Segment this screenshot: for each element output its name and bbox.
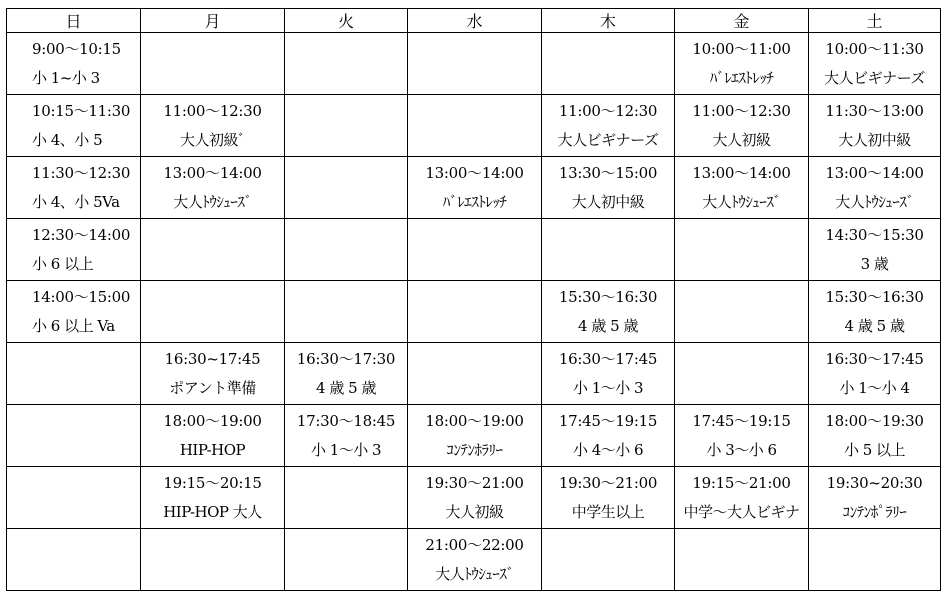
schedule-cell-fri: [675, 281, 809, 343]
schedule-cell-fri: [675, 529, 809, 591]
class-time: 13:30～15:00: [558, 163, 658, 182]
class-name: 大人ﾄｳｼｭｰｽﾞ: [435, 564, 514, 583]
class-name: 小 6 以上 Va: [32, 316, 115, 335]
class-time: 19:30～21:00: [425, 473, 524, 492]
table-row: [7, 405, 941, 467]
class-name: HIP-HOP: [179, 440, 246, 459]
schedule-cell-mon: [141, 157, 285, 219]
class-name: 大人初級ﾞ: [179, 130, 245, 149]
schedule-cell-mon: [141, 529, 285, 591]
class-name: 大人ビギナーズ: [557, 130, 659, 149]
schedule-cell-mon: [141, 95, 285, 157]
class-time: 18:00～19:00: [163, 411, 262, 430]
class-name: ポアント準備: [169, 378, 256, 397]
class-time: 12:30～14:00: [32, 225, 131, 244]
schedule-cell-sat: [809, 405, 941, 467]
class-time: 21:00～22:00: [425, 535, 524, 554]
class-time: 11:00～12:30: [558, 101, 658, 120]
table-row: [7, 33, 941, 95]
class-name: 小 1～小 4: [839, 378, 910, 397]
schedule-cell-sun: [7, 33, 141, 95]
class-name: 大人ﾄｳｼｭｰｽﾞ: [173, 192, 252, 211]
class-time: 17:45～19:15: [692, 411, 791, 430]
table-row: [7, 529, 941, 591]
class-time: 19:15～21:00: [692, 473, 791, 492]
schedule-cell-sat: [809, 281, 941, 343]
schedule-cell-sat: [809, 343, 941, 405]
class-time: 16:30～17:30: [296, 349, 396, 368]
class-name: ﾊﾞﾚｴｽﾄﾚｯﾁ: [442, 192, 507, 211]
class-name: 小 1~小 3: [32, 68, 100, 87]
schedule-cell-wed: [408, 529, 542, 591]
schedule-cell-sun: [7, 405, 141, 467]
schedule-cell-fri: [675, 33, 809, 95]
class-time: 18:00～19:00: [425, 411, 524, 430]
schedule-cell-thu: [542, 33, 675, 95]
table-row: [7, 95, 941, 157]
schedule-cell-tue: [285, 95, 408, 157]
class-name: 大人初級: [712, 130, 771, 149]
schedule-cell-sat: [809, 33, 941, 95]
schedule-cell-tue: [285, 219, 408, 281]
schedule-cell-thu: [542, 343, 675, 405]
table-row: [7, 343, 941, 405]
schedule-cell-thu: [542, 467, 675, 529]
schedule-cell-fri: [675, 405, 809, 467]
schedule-cell-thu: [542, 529, 675, 591]
schedule-cell-thu: [542, 95, 675, 157]
class-name: 大人初級: [445, 502, 504, 521]
class-name: 4 歳 5 歳: [316, 378, 376, 397]
weekly-schedule-table: [6, 8, 941, 591]
table-row: [7, 281, 941, 343]
class-time: 19:30～21:00: [558, 473, 658, 492]
class-time: 19:30~20:30: [826, 473, 923, 492]
class-name: 大人初中級: [838, 130, 911, 149]
class-time: 13:00～14:00: [825, 163, 924, 182]
schedule-cell-wed: [408, 33, 542, 95]
schedule-cell-wed: [408, 467, 542, 529]
schedule-cell-mon: [141, 405, 285, 467]
class-time: 16:30～17:45: [558, 349, 658, 368]
class-name: ｺﾝﾃﾝﾎﾟﾗﾘｰ: [842, 502, 907, 521]
schedule-cell-wed: [408, 281, 542, 343]
schedule-body: [7, 33, 941, 591]
class-time: 17:45～19:15: [558, 411, 658, 430]
class-name: 大人初中級: [571, 192, 645, 211]
class-time: 10:15～11:30: [32, 101, 131, 120]
class-time: 18:00～19:30: [825, 411, 924, 430]
class-time: 11:00～12:30: [163, 101, 262, 120]
class-time: 15:30～16:30: [825, 287, 924, 306]
schedule-cell-sun: [7, 281, 141, 343]
schedule-cell-sat: [809, 219, 941, 281]
schedule-cell-mon: [141, 467, 285, 529]
table-row: [7, 219, 941, 281]
schedule-cell-sun: [7, 529, 141, 591]
schedule-cell-thu: [542, 219, 675, 281]
class-name: 小 1～小 3: [572, 378, 644, 397]
class-name: 大人ﾄｳｼｭｰｽﾞ: [835, 192, 914, 211]
schedule-cell-sun: [7, 467, 141, 529]
schedule-cell-fri: [675, 157, 809, 219]
schedule-cell-tue: [285, 467, 408, 529]
schedule-cell-thu: [542, 281, 675, 343]
day-header-thu: 木: [542, 9, 675, 33]
class-time: 15:30～16:30: [558, 287, 658, 306]
class-time: 11:30～12:30: [32, 163, 131, 182]
schedule-cell-wed: [408, 95, 542, 157]
schedule-cell-fri: [675, 219, 809, 281]
class-name: 小 4、小 5Va: [32, 192, 120, 211]
class-time: 17:30～18:45: [296, 411, 396, 430]
schedule-cell-sat: [809, 157, 941, 219]
day-header-sat: 土: [809, 9, 941, 33]
class-name: 中学～大人ビギナ: [683, 502, 800, 521]
schedule-cell-mon: [141, 281, 285, 343]
class-time: 13:00～14:00: [163, 163, 262, 182]
schedule-cell-tue: [285, 281, 408, 343]
schedule-cell-sun: [7, 157, 141, 219]
schedule-cell-fri: [675, 95, 809, 157]
schedule-cell-wed: [408, 157, 542, 219]
class-name: 4 歳 5 歳: [578, 316, 638, 335]
class-name: 中学生以上: [571, 502, 645, 521]
class-name: HIP-HOP 大人: [163, 502, 262, 521]
header-row: [7, 9, 941, 33]
day-header-mon: 月: [141, 9, 285, 33]
schedule-cell-tue: [285, 343, 408, 405]
class-time: 11:30～13:00: [825, 101, 924, 120]
schedule-cell-wed: [408, 219, 542, 281]
schedule-cell-sat: [809, 467, 941, 529]
class-name: 4 歳 5 歳: [844, 316, 905, 335]
class-time: 16:30~17:45: [164, 349, 261, 368]
day-header-fri: 金: [675, 9, 809, 33]
class-name: ﾊﾞﾚｴｽﾄﾚｯﾁ: [709, 68, 774, 87]
schedule-cell-thu: [542, 405, 675, 467]
schedule-cell-wed: [408, 343, 542, 405]
class-name: 小 4～小 6: [572, 440, 644, 459]
day-header-wed: 水: [408, 9, 542, 33]
schedule-cell-tue: [285, 157, 408, 219]
class-name: 小 4、小 5: [32, 130, 103, 149]
schedule-cell-sun: [7, 219, 141, 281]
schedule-cell-sun: [7, 95, 141, 157]
schedule-cell-sat: [809, 529, 941, 591]
schedule-cell-fri: [675, 467, 809, 529]
class-name: 大人ﾄｳｼｭｰｽﾞ: [702, 192, 781, 211]
class-time: 13:00～14:00: [425, 163, 524, 182]
table-row: [7, 467, 941, 529]
schedule-cell-tue: [285, 33, 408, 95]
class-name: 小 1～小 3: [310, 440, 382, 459]
class-name: ｺﾝﾃﾝﾎﾗﾘｰ: [446, 440, 503, 459]
schedule-cell-mon: [141, 343, 285, 405]
class-name: 大人ビギナーズ: [824, 68, 925, 87]
table-row: [7, 157, 941, 219]
schedule-cell-sat: [809, 95, 941, 157]
schedule-cell-fri: [675, 343, 809, 405]
schedule-cell-thu: [542, 157, 675, 219]
class-time: 16:30～17:45: [825, 349, 924, 368]
class-time: 19:15～20:15: [163, 473, 262, 492]
class-name: 3 歳: [860, 254, 889, 273]
class-time: 14:30～15:30: [825, 225, 924, 244]
class-time: 10:00～11:30: [825, 39, 924, 58]
class-time: 10:00～11:00: [692, 39, 791, 58]
schedule-cell-sun: [7, 343, 141, 405]
class-time: 14:00～15:00: [32, 287, 131, 306]
day-header-tue: 火: [285, 9, 408, 33]
schedule-cell-mon: [141, 219, 285, 281]
schedule-cell-wed: [408, 405, 542, 467]
class-name: 小 3～小 6: [706, 440, 777, 459]
day-header-sun: 日: [7, 9, 141, 33]
schedule-cell-tue: [285, 529, 408, 591]
schedule-cell-mon: [141, 33, 285, 95]
class-time: 11:00～12:30: [692, 101, 791, 120]
class-name: 小 5 以上: [843, 440, 906, 459]
class-time: 9:00～10:15: [32, 39, 121, 58]
schedule-cell-tue: [285, 405, 408, 467]
class-time: 13:00～14:00: [692, 163, 791, 182]
class-name: 小 6 以上: [32, 254, 94, 273]
